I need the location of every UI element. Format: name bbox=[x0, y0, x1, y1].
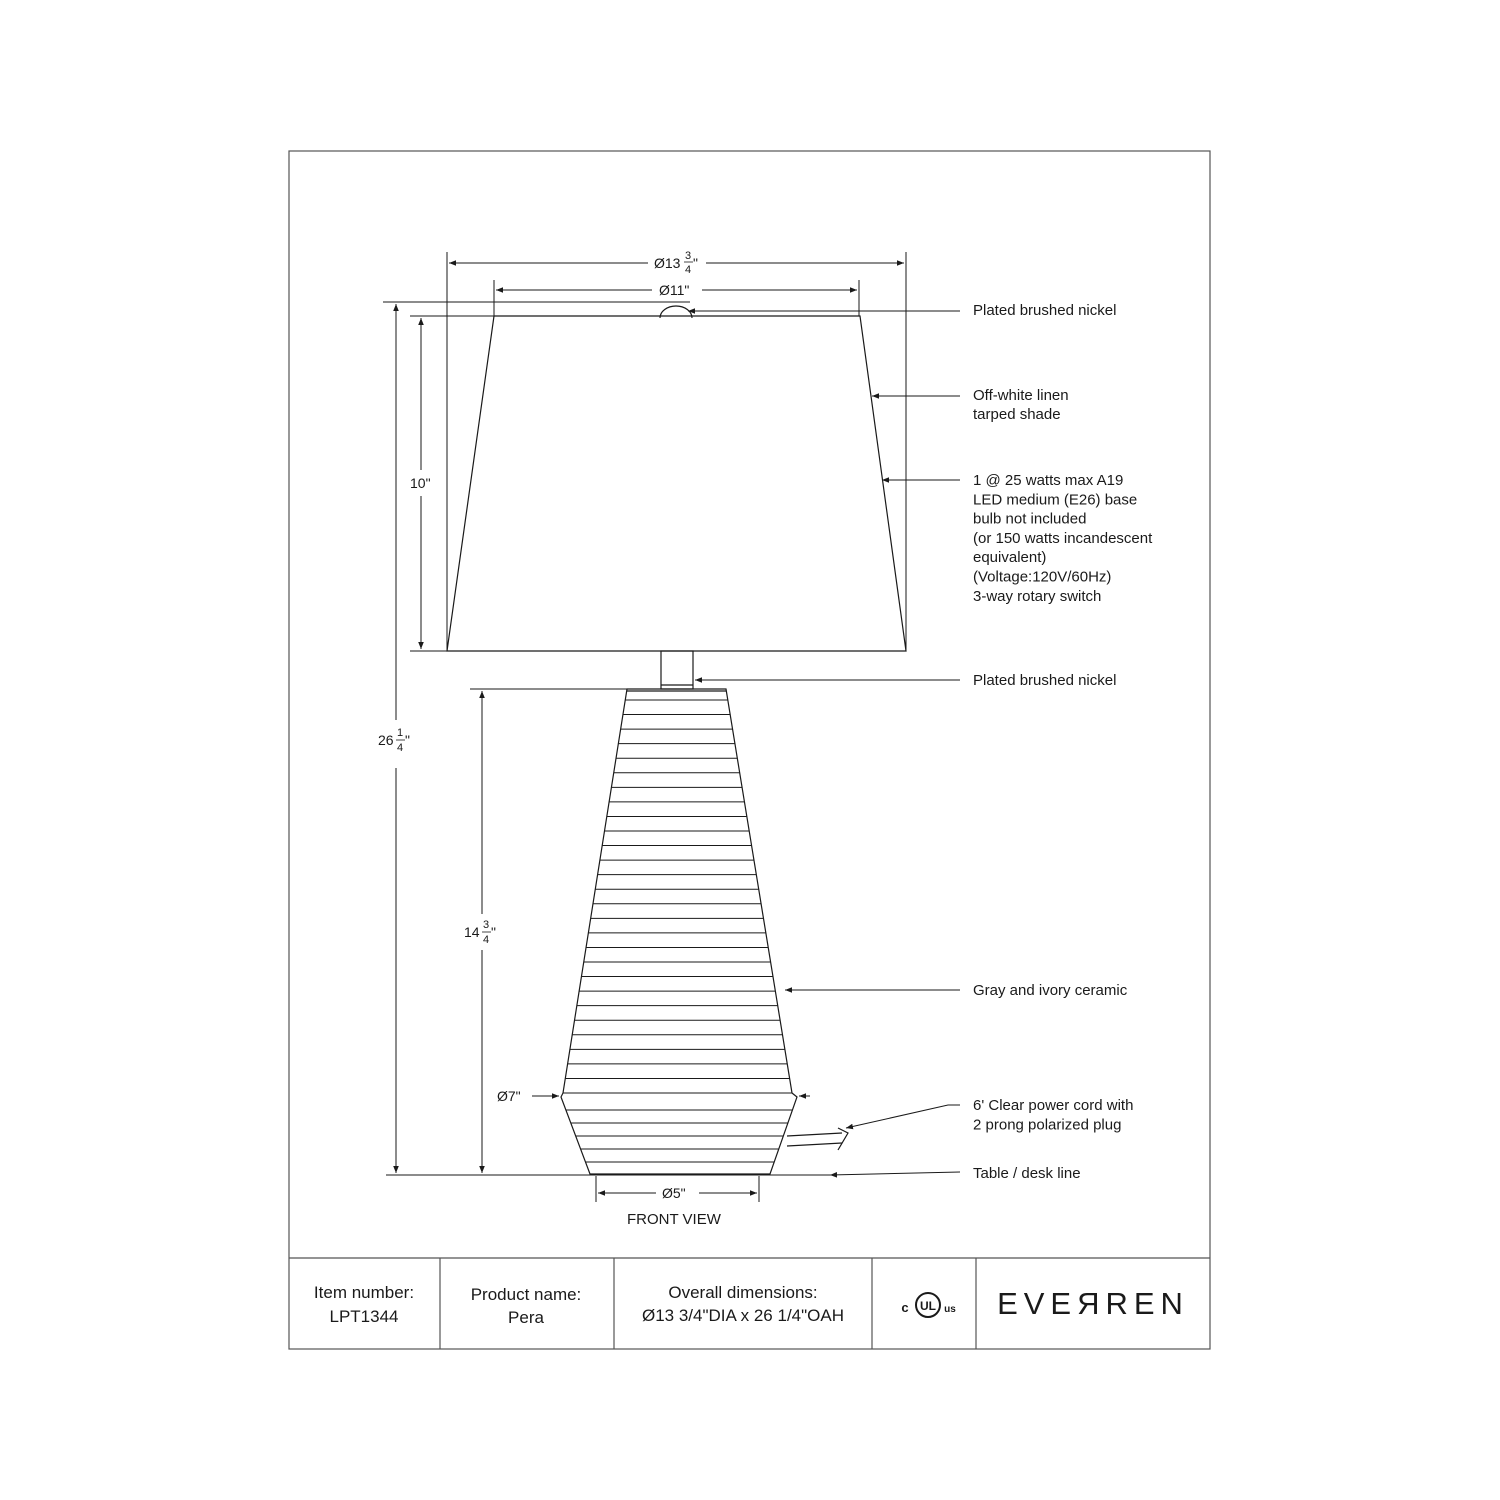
overall-dimensions-value: Ø13 3/4"DIA x 26 1/4"OAH bbox=[641, 1306, 845, 1325]
svg-text:": " bbox=[405, 732, 410, 748]
callout-finial: Plated brushed nickel bbox=[973, 302, 1117, 319]
callout-shade: Off-white linen tarped shade bbox=[973, 387, 1069, 423]
view-label: FRONT VIEW bbox=[627, 1211, 721, 1228]
svg-text:1: 1 bbox=[397, 727, 404, 739]
leader-table bbox=[830, 1172, 960, 1175]
dim-base-height: 14 bbox=[464, 924, 480, 940]
svg-text:": " bbox=[491, 924, 496, 940]
base-ribs bbox=[563, 700, 792, 1162]
lamp-shade bbox=[447, 316, 906, 651]
dim-base-dia: Ø7" bbox=[497, 1088, 521, 1104]
svg-text:4: 4 bbox=[397, 742, 404, 754]
callout-table: Table / desk line bbox=[973, 1165, 1081, 1182]
callout-cord: 6' Clear power cord with 2 prong polarized plug bbox=[973, 1097, 1134, 1134]
lamp-drawing bbox=[447, 306, 906, 1174]
dim-shade-top-dia: Ø11" bbox=[659, 282, 690, 298]
callout-neck: Plated brushed nickel bbox=[973, 672, 1117, 689]
power-cord bbox=[787, 1133, 842, 1146]
dim-shade-height: 10" bbox=[410, 475, 431, 491]
product-name-label: Product name: bbox=[470, 1285, 582, 1304]
lamp-base bbox=[561, 689, 797, 1174]
product-name-value: Pera bbox=[508, 1308, 544, 1327]
brand-logo: EVEЯREN bbox=[997, 1286, 1189, 1321]
svg-text:UL: UL bbox=[920, 1299, 936, 1313]
item-number-value: LPT1344 bbox=[329, 1307, 399, 1326]
dim-foot-dia: Ø5" bbox=[662, 1185, 686, 1201]
callout-bulb: 1 @ 25 watts max A19 LED medium (E26) base bulb not included (or 150 watts incandescent equivalent) (Voltage:120V/60Hz) 3-way rotary switch bbox=[973, 472, 1153, 605]
svg-text:4: 4 bbox=[483, 934, 490, 946]
callout-body: Gray and ivory ceramic bbox=[973, 982, 1128, 999]
ul-certification-icon bbox=[901, 1293, 956, 1317]
item-number-label: Item number: bbox=[313, 1283, 415, 1302]
svg-text:3: 3 bbox=[483, 919, 490, 931]
svg-text:us: us bbox=[944, 1304, 956, 1315]
overall-dimensions-label: Overall dimensions: bbox=[668, 1283, 818, 1302]
dim-shade-bottom-dia: Ø13 bbox=[654, 255, 681, 271]
svg-text:c: c bbox=[901, 1300, 909, 1315]
svg-text:3: 3 bbox=[685, 250, 692, 262]
dim-overall-height: 26 bbox=[378, 732, 394, 748]
lamp-neck bbox=[661, 651, 693, 689]
svg-text:": " bbox=[693, 255, 698, 271]
leader-cord bbox=[846, 1105, 960, 1128]
svg-text:4: 4 bbox=[685, 264, 692, 276]
